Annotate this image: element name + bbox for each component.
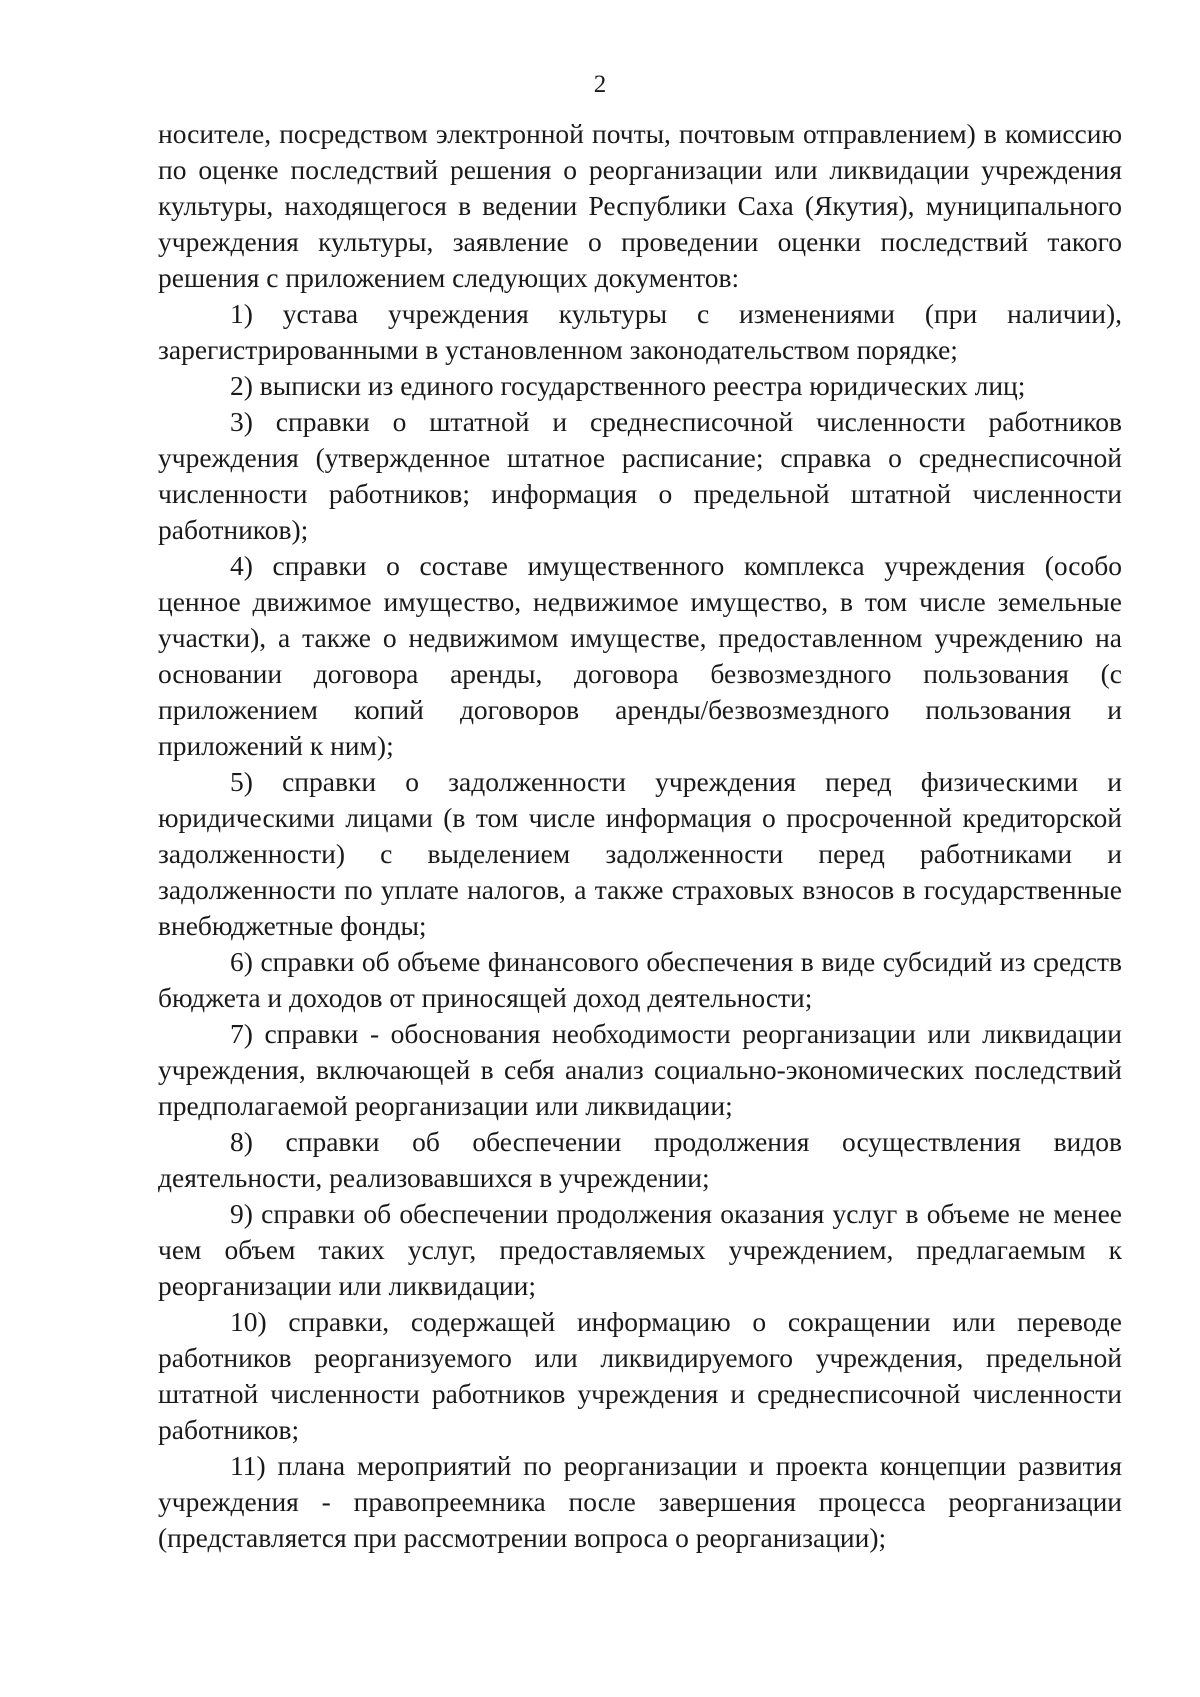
- list-item: 5) справки о задолженности учреждения перед физическими и юридическими лицами (в том числе информация о просроченной кредиторской задолженности) с выделением задолженности перед работниками и задолженности по уплате налогов, а также страховых взносов в государственные внебюджетные фонды;: [158, 766, 1122, 941]
- page-number: 2: [593, 71, 607, 98]
- list-item: 9) справки об обеспечении продолжения оказания услуг в объеме не менее чем объем таких услуг, предоставляемых учреждением, предлагаемым к реорганизации или ликвидации;: [158, 1198, 1122, 1301]
- list-item: 1) устава учреждения культуры с изменениями (при наличии), зарегистрированными в установленном законодательством порядке;: [158, 298, 1122, 365]
- list-item: 10) справки, содержащей информацию о сокращении или переводе работников реорганизуемого или ликвидируемого учреждения, предельной штатной численности работников учреждения и среднесписочной численности работников;: [158, 1306, 1122, 1445]
- list-item: 11) плана мероприятий по реорганизации и проекта концепции развития учреждения - правопреемника после завершения процесса реорганизации (представляется при рассмотрении вопроса о реорганизации);: [158, 1450, 1122, 1553]
- list-item: 7) справки - обоснования необходимости реорганизации или ликвидации учреждения, включающей в себя анализ социально-экономических последствий предполагаемой реорганизации или ликвидации;: [158, 1018, 1122, 1121]
- list-item: 3) справки о штатной и среднесписочной численности работников учреждения (утвержденное штатное расписание; справка о среднесписочной численности работников; информация о предельной штатной численности работников);: [158, 406, 1122, 545]
- list-item: 4) справки о составе имущественного комплекса учреждения (особо ценное движимое имущество, недвижимое имущество, в том числе земельные участки), а также о недвижимом имуществе, предоставленном учреждению на основании договора аренды, договора безвозмездного пользования (с приложением копий договоров аренды/безвозмездного пользования и приложений к ним);: [158, 550, 1122, 761]
- document-body: [158, 116, 1122, 1556]
- list-item: 6) справки об объеме финансового обеспечения в виде субсидий из средств бюджета и доходов от приносящей доход деятельности;: [158, 946, 1122, 1013]
- intro-paragraph: носителе, посредством электронной почты, почтовым отправлением) в комиссию по оценке последствий решения о реорганизации или ликвидации учреждения культуры, находящегося в ведении Республики Саха (Якутия), муниципального учреждения культуры, заявление о проведении оценки последствий такого решения с приложением следующих документов:: [158, 118, 1122, 293]
- list-item: 8) справки об обеспечении продолжения осуществления видов деятельности, реализовавшихся в учреждении;: [158, 1126, 1122, 1193]
- list-item: 2) выписки из единого государственного реестра юридических лиц;: [230, 370, 1026, 401]
